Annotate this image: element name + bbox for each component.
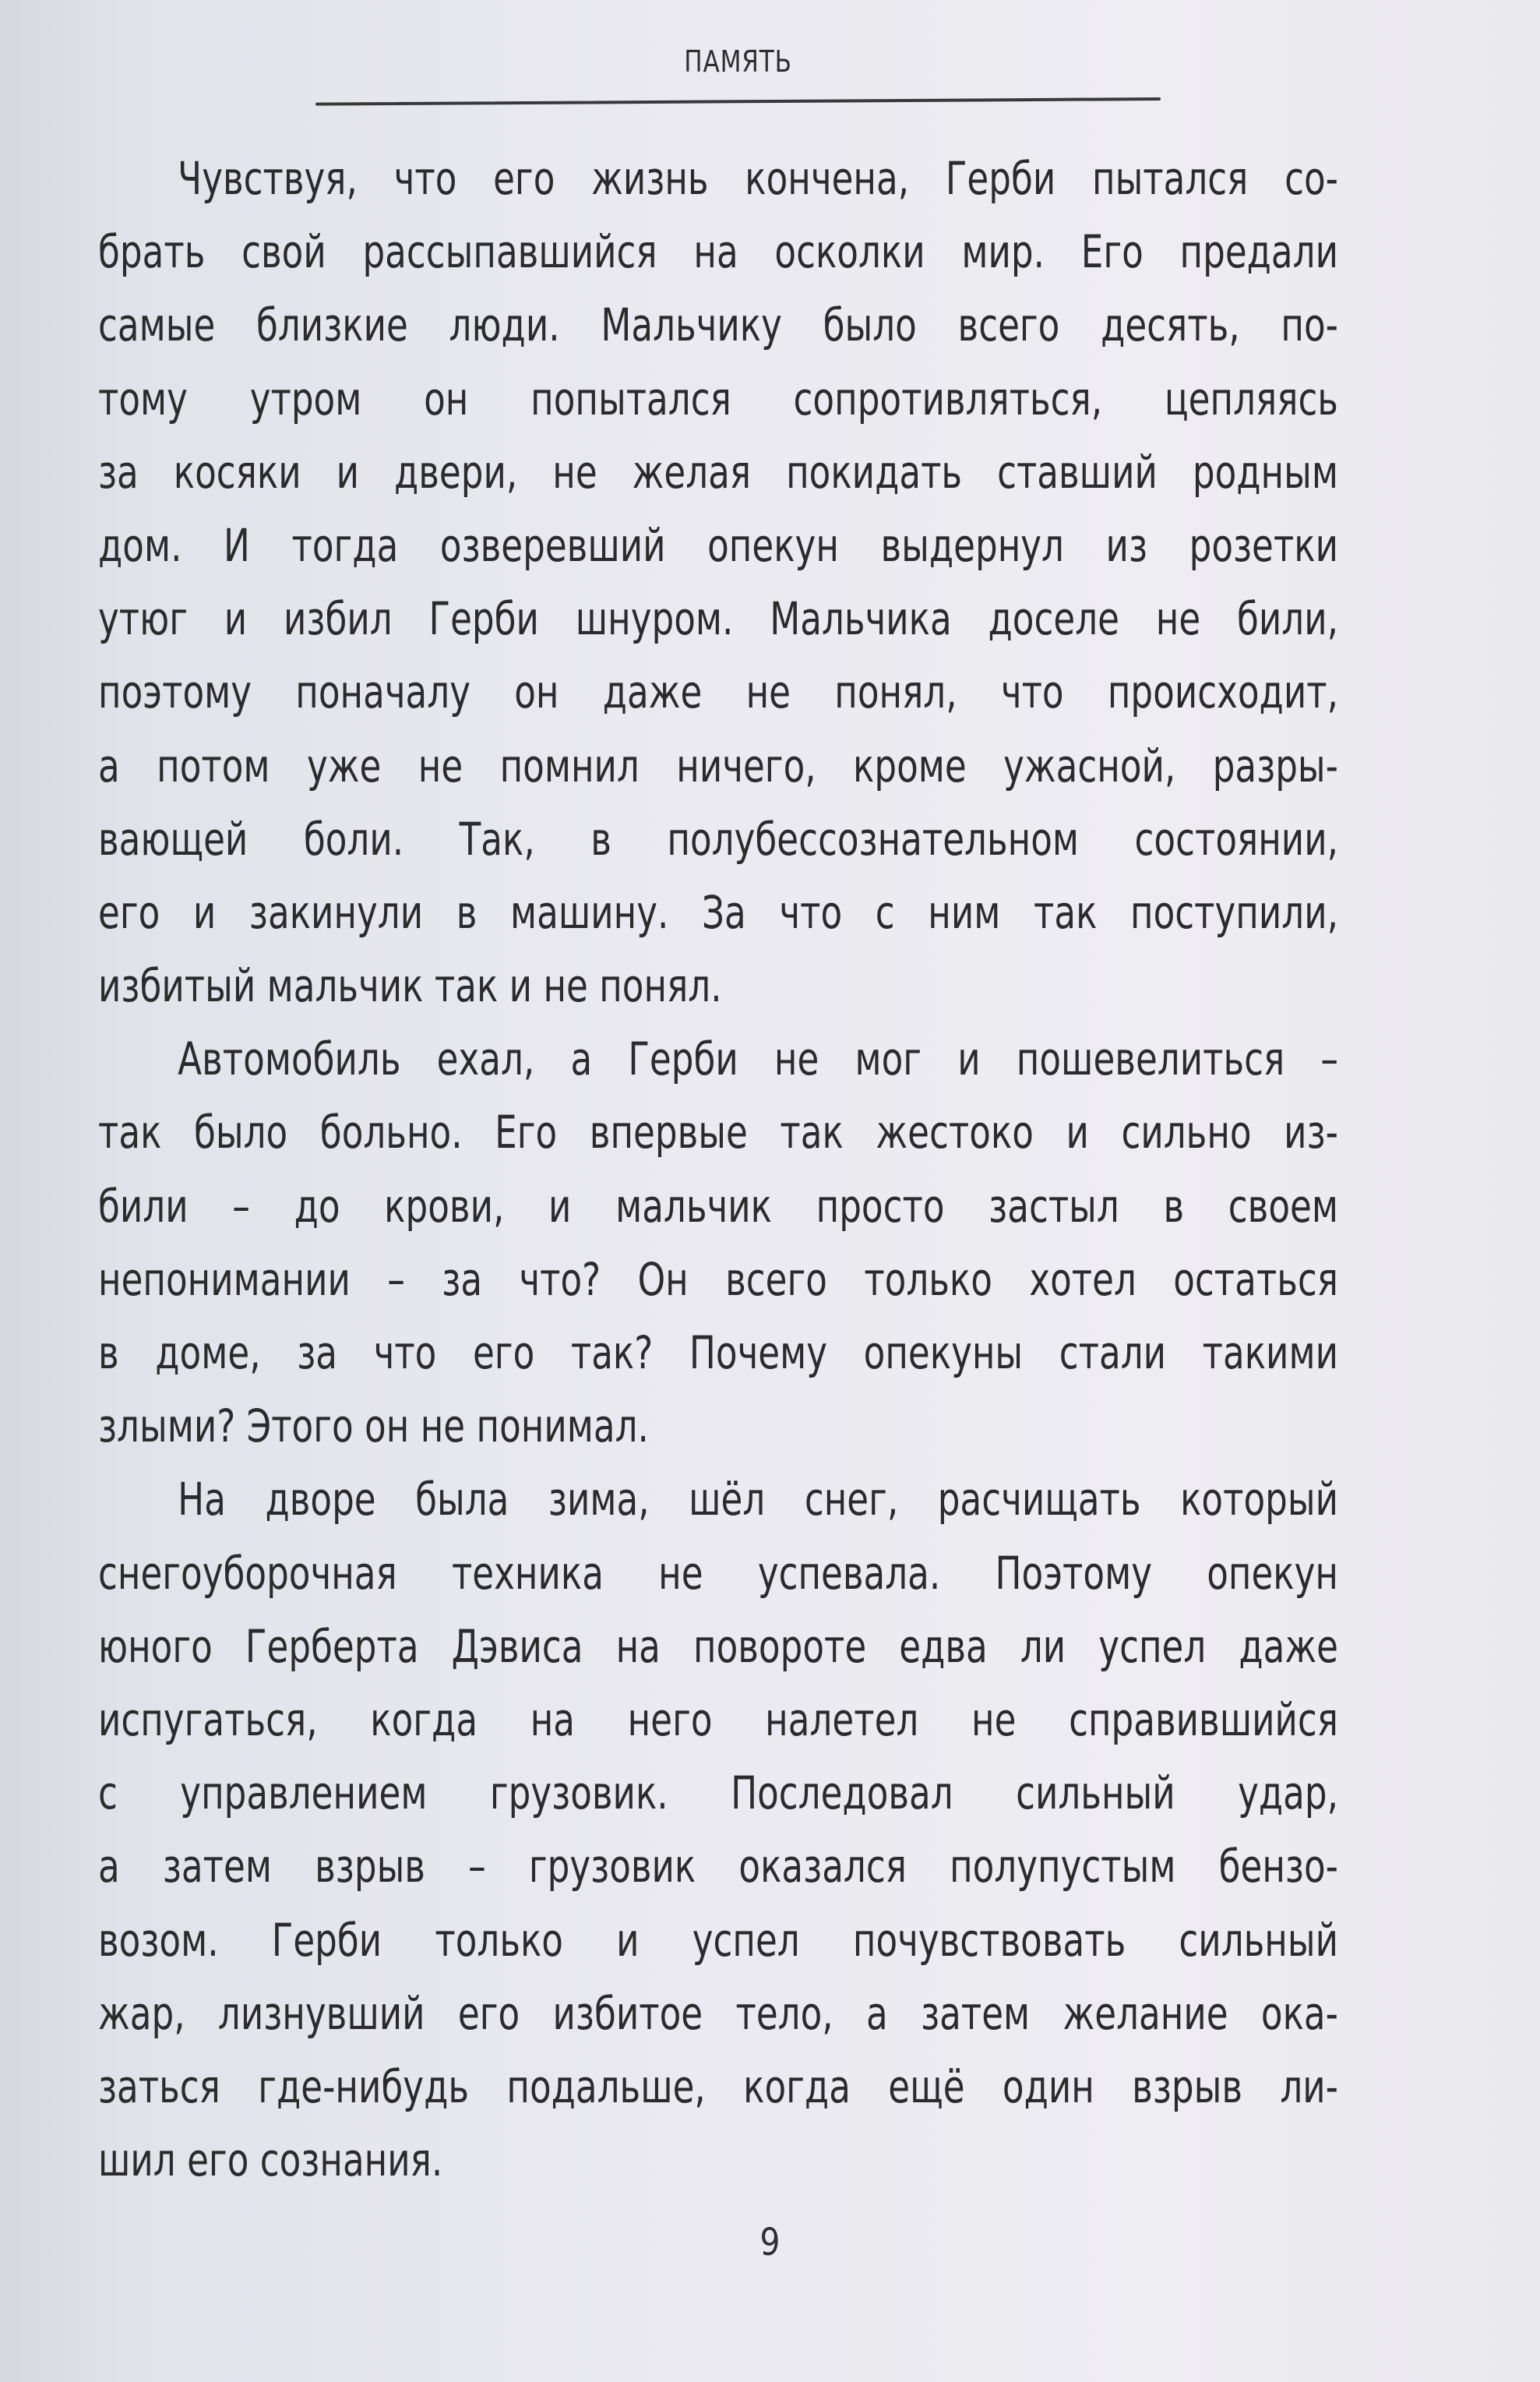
paragraph-3-line: испугаться, когда на него налетел не справившийся [98,1692,1338,1746]
paragraph-2-line: непонимании – за что? Он всего только хотел остаться [98,1252,1338,1306]
paragraph-1-line: вающей боли. Так, в полубессознательном состоянии, [98,812,1338,866]
running-head-rule [315,97,1161,106]
paragraph-1-line: его и закинули в машину. За что с ним так поступили, [98,885,1338,939]
paragraph-3-line: На дворе была зима, шёл снег, расчищать который [178,1473,1338,1526]
paragraph-1-line: поэтому поначалу он даже не понял, что происходит, [98,665,1338,719]
body-text [98,142,1338,2197]
paragraph-1-line: дом. И тогда озверевший опекун выдернул из розетки [98,518,1338,572]
paragraph-3-line: заться где-нибудь подальше, когда ещё один взрыв ли- [98,2059,1338,2113]
paragraph-3-line: жар, лизнувший его избитое тело, а затем желание ока- [98,1986,1338,2040]
paragraph-2-line: Автомобиль ехал, а Герби не мог и пошевелиться – [178,1032,1338,1086]
paragraph-3-line: шил его сознания. [98,2133,443,2187]
paragraph-2-line: в доме, за что его так? Почему опекуны стали такими [98,1326,1338,1379]
paragraph-1-line: тому утром он попытался сопротивляться, цепляясь [98,372,1338,425]
paragraph-2-line: били – до крови, и мальчик просто застыл в своем [98,1179,1338,1233]
paragraph-1-line: за косяки и двери, не желая покидать ставший родным [98,445,1338,499]
running-head [315,44,1161,79]
page-number: 9 [759,2221,781,2264]
running-head-title: ПАМЯТЬ [684,44,792,79]
paragraph-3-line: а затем взрыв – грузовик оказался полупустым бензо- [98,1840,1338,1893]
paragraph-1-line: Чувствуя, что его жизнь кончена, Герби пытался со- [178,152,1338,205]
paragraph-1-line: а потом уже не помнил ничего, кроме ужасной, разры- [98,739,1338,792]
paragraph-2-line: так было больно. Его впервые так жестоко и сильно из- [98,1106,1338,1159]
paragraph-3-line: с управлением грузовик. Последовал сильный удар, [98,1766,1338,1820]
paragraph-3-line: снегоуборочная техника не успевала. Поэтому опекун [98,1546,1338,1600]
paragraph-1-line: избитый мальчик так и не понял. [98,959,722,1013]
paragraph-2-line: злыми? Этого он не понимал. [98,1399,649,1453]
paragraph-3-line: возом. Герби только и успел почувствовать сильный [98,1913,1338,1967]
paragraph-1-line: брать свой рассыпавшийся на осколки мир. Его предали [98,225,1338,279]
paragraph-1-line: самые близкие люди. Мальчику было всего десять, по- [98,298,1338,352]
paragraph-3-line: юного Герберта Дэвиса на повороте едва ли успел даже [98,1619,1338,1673]
paragraph-1-line: утюг и избил Герби шнуром. Мальчика доселе не били, [98,592,1338,646]
